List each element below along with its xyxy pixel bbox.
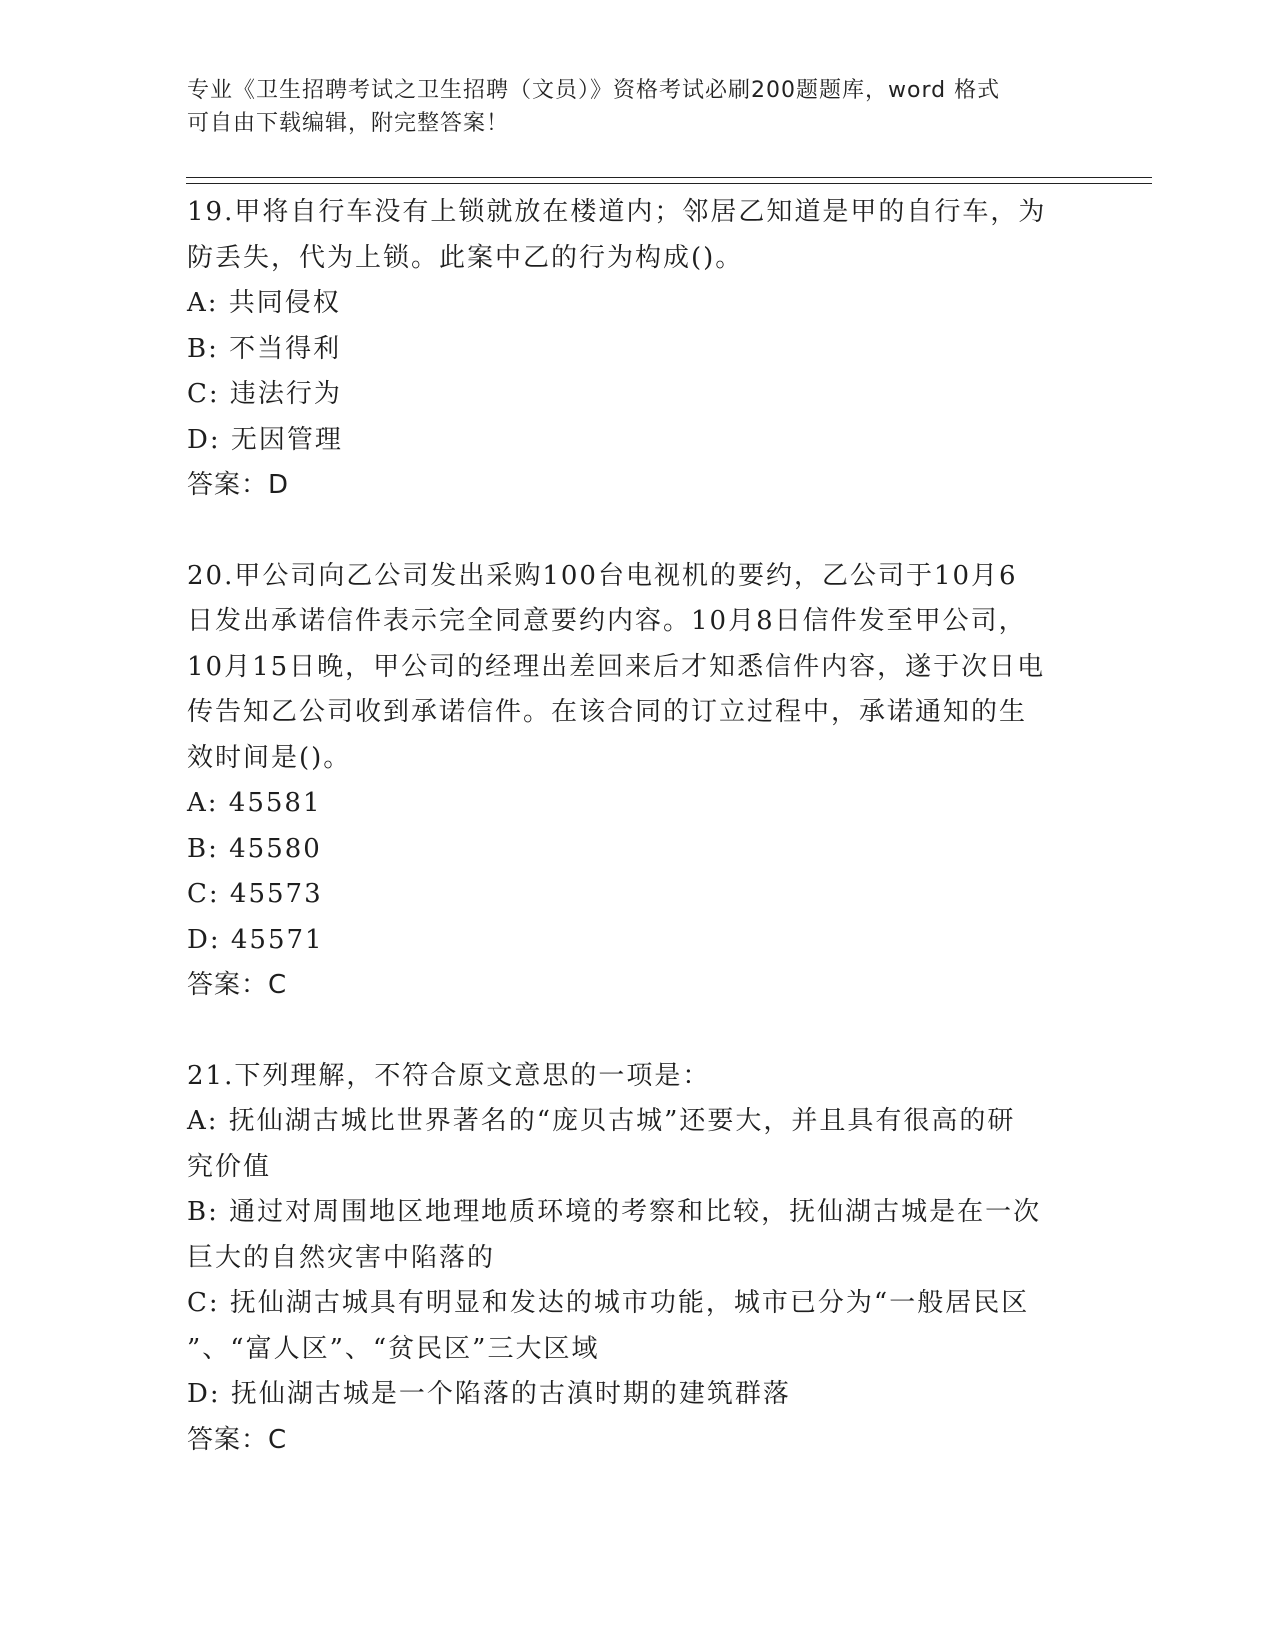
header-divider-top <box>186 177 1152 178</box>
document-header <box>187 74 1087 140</box>
question-stem-line: 19.甲将自行车没有上锁就放在楼道内；邻居乙知道是甲的自行车，为 <box>187 197 1047 227</box>
question-19 <box>187 190 1087 509</box>
question-stem-line: 传告知乙公司收到承诺信件。在该合同的订立过程中，承诺通知的生 <box>187 697 1028 727</box>
question-stem-line: 21.下列理解，不符合原文意思的一项是： <box>187 1060 711 1091</box>
header-divider-bottom <box>186 183 1152 184</box>
option-b: B: 45580 <box>187 833 322 864</box>
option-c: C: 违法行为 <box>187 379 342 409</box>
question-stem-line: 日发出承诺信件表示完全同意要约内容。10月8日信件发至甲公司， <box>187 606 1027 636</box>
option-a: A: 抚仙湖古城比世界著名的“庞贝古城”还要大，并且具有很高的研 <box>187 1106 1016 1136</box>
option-b: B: 不当得利 <box>187 333 342 364</box>
option-b-continued: 巨大的自然灾害中陷落的 <box>187 1242 496 1273</box>
answer-label: 答案：C <box>187 970 288 1000</box>
answer-label: 答案：D <box>187 470 290 500</box>
option-a: A: 45581 <box>187 788 322 818</box>
answer-label: 答案：C <box>187 1424 288 1455</box>
option-d: D: 抚仙湖古城是一个陷落的古滇时期的建筑群落 <box>187 1379 791 1409</box>
question-stem-line: 20.甲公司向乙公司发出采购100台电视机的要约，乙公司于10月6 <box>187 560 1018 591</box>
option-b: B: 通过对周围地区地理地质环境的考察和比较，抚仙湖古城是在一次 <box>187 1197 1042 1227</box>
question-list <box>187 190 1087 1463</box>
question-20 <box>187 554 1087 1009</box>
question-stem-line: 10月15日晚，甲公司的经理出差回来后才知悉信件内容，遂于次日电 <box>187 651 1046 682</box>
question-21 <box>187 1054 1087 1464</box>
header-line-2: 可自由下载编辑，附完整答案！ <box>187 111 510 136</box>
option-c: C: 抚仙湖古城具有明显和发达的城市功能，城市已分为“一般居民区 <box>187 1288 1030 1318</box>
option-d: D: 45571 <box>187 924 324 955</box>
option-c-continued: ”、“富人区”、“贫民区”三大区域 <box>187 1333 600 1364</box>
header-line-1: 专业《卫生招聘考试之卫生招聘（文员）》资格考试必刷200题题库，word 格式 <box>187 78 1001 103</box>
question-stem-line: 效时间是()。 <box>187 742 352 773</box>
option-c: C: 45573 <box>187 879 323 909</box>
option-d: D: 无因管理 <box>187 424 343 455</box>
option-a: A: 共同侵权 <box>187 288 341 318</box>
option-a-continued: 究价值 <box>187 1151 272 1182</box>
question-stem-line: 防丢失，代为上锁。此案中乙的行为构成()。 <box>187 242 744 273</box>
